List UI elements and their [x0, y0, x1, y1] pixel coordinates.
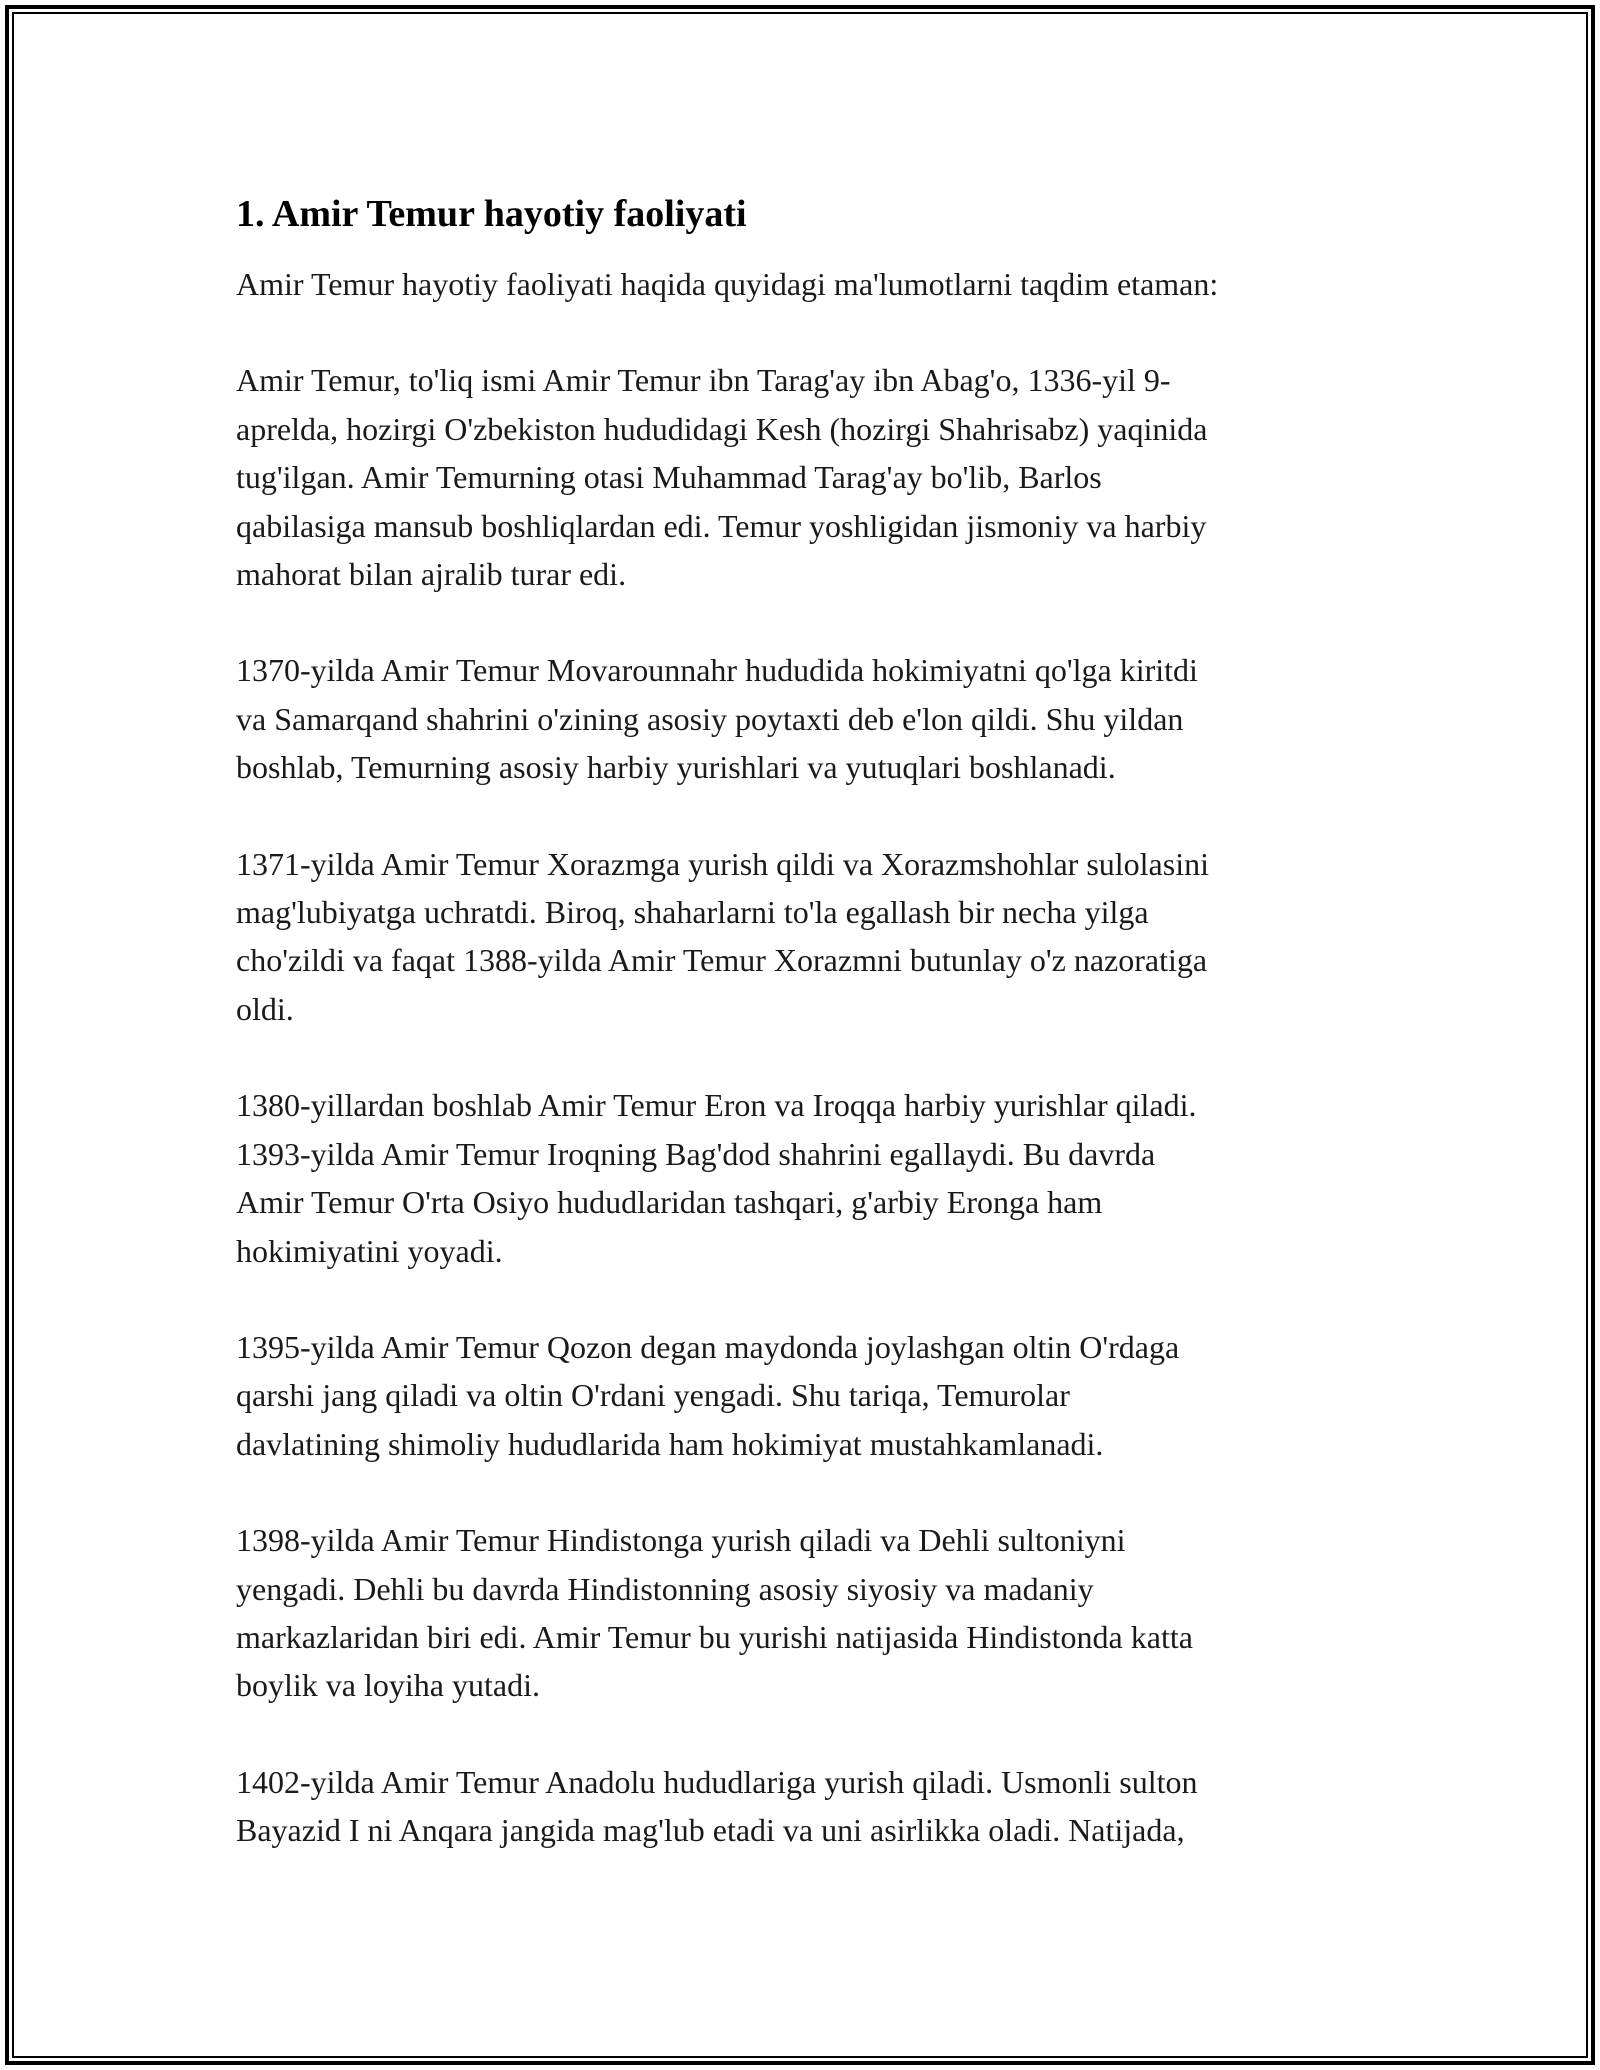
paragraph-1380: 1380-yillardan boshlab Amir Temur Eron va Iroqqa harbiy yurishlar qiladi. 1393-yilda Amir Temur Iroqning Bag'dod shahrini egallaydi. Bu davrda Amir Temur O'rta Osiyo hududlaridan tashqari, g'arbiy Eronga ham hokimiyatini yoyadi. [236, 1087, 1197, 1269]
paragraph-1371: 1371-yilda Amir Temur Xorazmga yurish qildi va Xorazmshohlar sulolasini mag'lubiyatga uchratdi. Biroq, shaharlarni to'la egallash bir necha yilga cho'zildi va faqat 1388-yilda Amir Temur Xorazmni butunlay o'z nazoratiga oldi. [236, 845, 1209, 1027]
intro-paragraph: Amir Temur hayotiy faoliyati haqida quyidagi ma'lumotlarni taqdim etaman: [236, 266, 1219, 302]
section-heading: 1. Amir Temur hayotiy faoliyati [236, 193, 747, 235]
document-body [236, 186, 1366, 1903]
paragraph-1398: 1398-yilda Amir Temur Hindistonga yurish qiladi va Dehli sultoniyni yengadi. Dehli bu davrda Hindistonning asosiy siyosiy va madaniy markazlaridan biri edi. Amir Temur bu yurishi natijasida Hindistonda katta boylik va loyiha yutadi. [236, 1522, 1193, 1704]
paragraph-1395: 1395-yilda Amir Temur Qozon degan maydonda joylashgan oltin O'rdaga qarshi jang qiladi va oltin O'rdani yengadi. Shu tariqa, Temurolar davlatining shimoliy hududlarida ham hokimiyat mustahkamlanadi. [236, 1328, 1180, 1462]
paragraph-1402: 1402-yilda Amir Temur Anadolu hududlariga yurish qiladi. Usmonli sulton Bayazid I ni Anqara jangida mag'lub etadi va uni asirlikka oladi. Natijada, [236, 1763, 1198, 1849]
paragraph-1370: 1370-yilda Amir Temur Movarounnahr hududida hokimiyatni qo'lga kiritdi va Samarqand shahrini o'zining asosiy poytaxti deb e'lon qildi. Shu yildan boshlab, Temurning asosiy harbiy yurishlari va yutuqlari boshlanadi. [236, 652, 1198, 786]
paragraph-birth: Amir Temur, to'liq ismi Amir Temur ibn Tarag'ay ibn Abag'o, 1336-yil 9- aprelda, hozirgi O'zbekiston hududidagi Kesh (hozirgi Shahrisabz) yaqinida tug'ilgan. Amir Temurning otasi Muhammad Tarag'ay bo'lib, Barlos qabilasiga mansub boshliqlardan edi. Temur yoshligidan jismoniy va harbiy mahorat bilan ajralib turar edi. [236, 362, 1208, 593]
